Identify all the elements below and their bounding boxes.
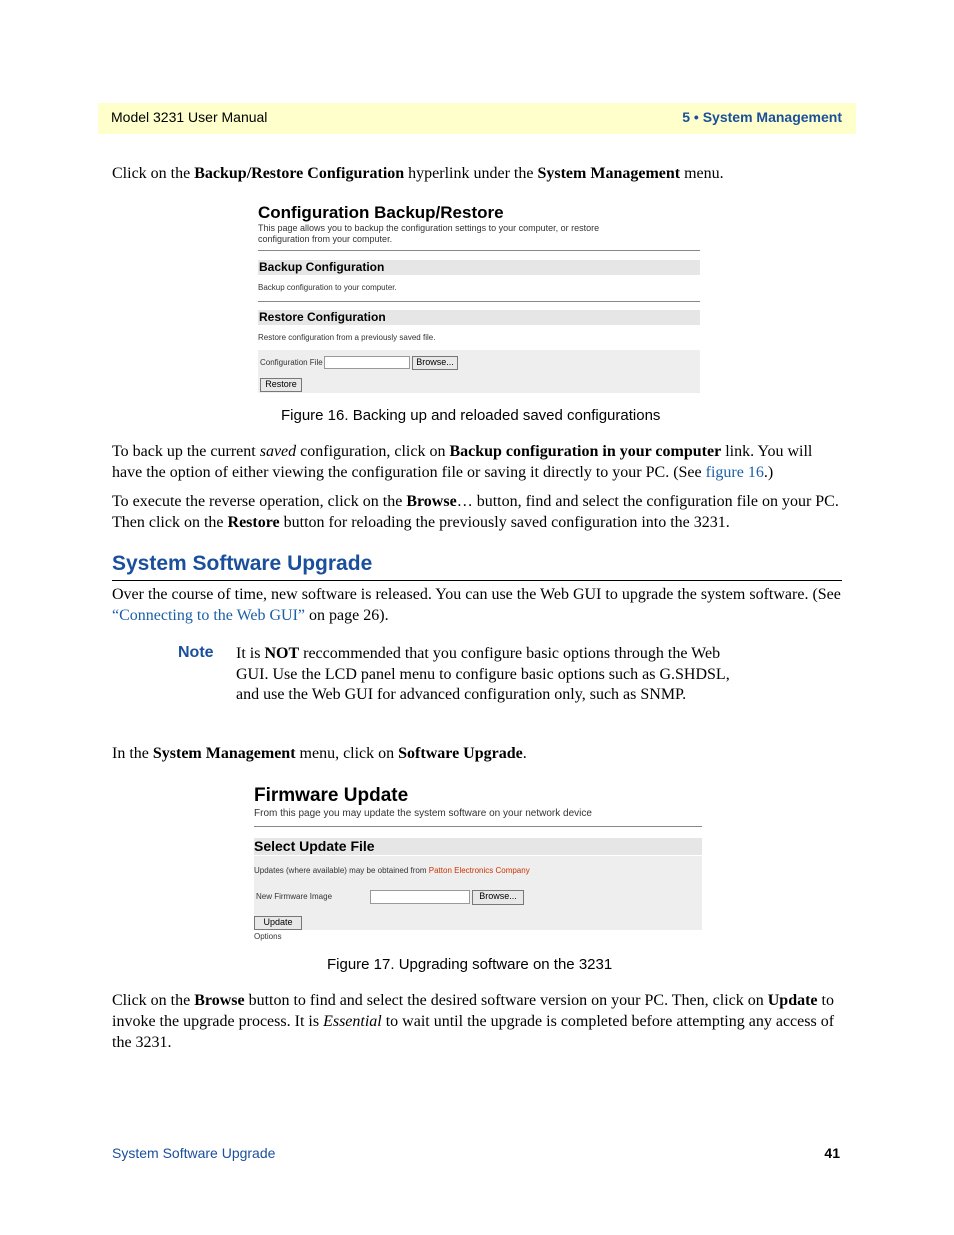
backup-heading-text: Backup Configuration: [259, 260, 385, 274]
figure-16-caption: Figure 16. Backing up and reloaded saved configurations: [281, 407, 661, 424]
divider: [258, 250, 700, 251]
figure-16-screenshot: [256, 200, 702, 394]
para-text: … button, find and select the configuration file on your PC. Then click on the: [112, 493, 839, 531]
fig16-title: Configuration Backup/Restore: [258, 203, 504, 222]
image-label: New Firmware Image: [256, 892, 333, 901]
para-text: .): [763, 464, 774, 481]
restore-heading: [258, 310, 700, 325]
para-text: Over the course of time, new software is released. You can use the Web GUI to upgrade the system software. (See: [112, 586, 841, 603]
para-text: button for reloading the previously saved configuration into the 3231.: [279, 514, 730, 531]
restore-panel: [258, 350, 700, 393]
web-gui-link[interactable]: “Connecting to the Web GUI”: [112, 607, 306, 624]
backup-paragraph: [112, 441, 844, 483]
section-heading: System Software Upgrade: [112, 552, 373, 575]
update-button[interactable]: Update: [254, 916, 302, 930]
firmware-file-input[interactable]: [370, 890, 470, 904]
para-text: Click on the: [112, 992, 195, 1009]
para-bold: Update: [767, 992, 818, 1009]
intro-text: menu.: [680, 165, 724, 182]
config-file-input[interactable]: [324, 356, 410, 369]
file-label: Configuration File: [260, 358, 323, 367]
figure-17-caption: Figure 17. Upgrading software on the 3231: [327, 956, 613, 973]
backup-heading: [258, 260, 700, 275]
page-number: 41: [824, 1145, 840, 1161]
updates-text-part: Updates (where available) may be obtained from: [254, 866, 429, 875]
para-text: on page 26).: [305, 607, 389, 624]
para-text: To execute the reverse operation, click on the: [112, 493, 407, 510]
para-text: In the: [112, 745, 153, 762]
para-text: link. You will have the option of either viewing the configuration file or saving it directly to your PC. (See: [112, 443, 813, 481]
fig16-desc-line2: configuration from your computer.: [258, 234, 393, 244]
para-bold: Browse: [406, 493, 457, 510]
figure-16-link[interactable]: figure 16: [705, 464, 764, 481]
upgrade-intro-paragraph: [112, 584, 844, 626]
manual-title: Model 3231 User Manual: [111, 109, 268, 125]
note-part: reccommended that you configure basic options through the Web GUI. Use the LCD panel menu to configure basic options such as G.SHDSL, and use the Web GUI for advanced configuration only, such as SNMP.: [236, 645, 730, 703]
restore-desc: Restore configuration from a previously saved file.: [258, 333, 436, 342]
intro-paragraph: [112, 163, 844, 184]
section-rule: [112, 580, 842, 581]
para-text: .: [522, 745, 527, 762]
para-text: to invoke the upgrade process. It is: [112, 992, 834, 1030]
intro-bold: System Management: [537, 165, 681, 182]
divider: [254, 826, 702, 827]
updates-text: [254, 866, 530, 875]
para-text: To back up the current: [112, 443, 260, 460]
para-bold: Software Upgrade: [398, 745, 523, 762]
para-italic: Essential: [323, 1013, 382, 1030]
divider: [258, 301, 700, 302]
restore-button[interactable]: Restore: [260, 378, 302, 392]
para-bold: Backup configuration in your computer: [449, 443, 722, 460]
chapter-title: 5 • System Management: [682, 109, 842, 125]
select-heading-text: Select Update File: [254, 838, 375, 854]
browse-button[interactable]: Browse...: [472, 890, 524, 905]
intro-bold: Backup/Restore Configuration: [194, 165, 405, 182]
restore-heading-text: Restore Configuration: [259, 310, 386, 324]
running-header: [98, 103, 856, 134]
options-link[interactable]: Options: [254, 932, 282, 941]
intro-text: Click on the: [112, 165, 195, 182]
fig16-desc-line1: This page allows you to backup the configuration settings to your computer, or restore: [258, 223, 600, 233]
para-text: button to find and select the desired software version on your PC. Then, click on: [244, 992, 768, 1009]
figure-17-screenshot: [252, 782, 704, 944]
para-bold: System Management: [152, 745, 296, 762]
fig17-title: Firmware Update: [254, 785, 409, 806]
fig17-desc: From this page you may update the system software on your network device: [254, 808, 592, 819]
footer-section-title: System Software Upgrade: [112, 1145, 276, 1161]
note-label: Note: [178, 644, 214, 661]
browse-update-paragraph: [112, 990, 844, 1053]
patton-link[interactable]: Patton Electronics Company: [428, 866, 530, 875]
para-italic: saved: [259, 443, 297, 460]
note-part: It is: [236, 645, 265, 662]
update-panel: [254, 856, 702, 930]
note-bold: NOT: [264, 645, 300, 662]
select-heading: [254, 838, 702, 855]
restore-paragraph: [112, 491, 844, 533]
intro-text: hyperlink under the: [404, 165, 538, 182]
para-text: configuration, click on: [296, 443, 450, 460]
para-text: to wait until the upgrade is completed before attempting any access of the 3231.: [112, 1013, 835, 1051]
upgrade-step-paragraph: [112, 743, 844, 764]
browse-button[interactable]: Browse...: [412, 356, 458, 370]
para-text: menu, click on: [295, 745, 399, 762]
backup-link[interactable]: Backup configuration to your computer.: [258, 283, 397, 292]
para-bold: Restore: [227, 514, 280, 531]
note-text: [236, 644, 746, 706]
para-bold: Browse: [194, 992, 245, 1009]
